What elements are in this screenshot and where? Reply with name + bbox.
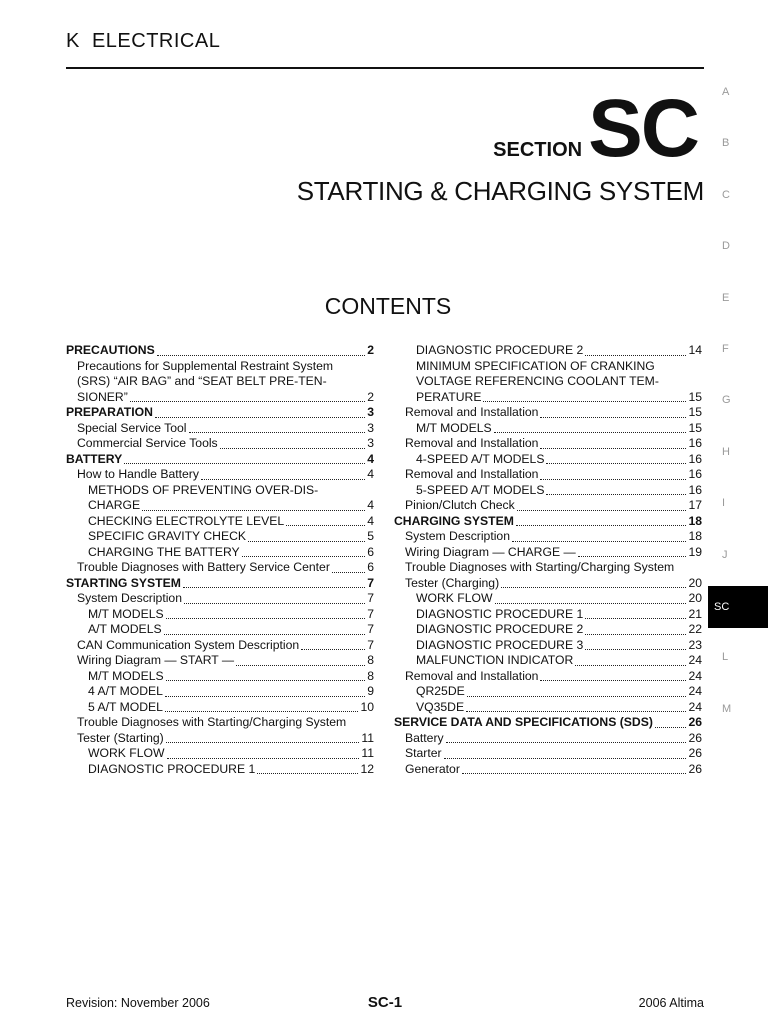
toc-entry-text: Wiring Diagram — CHARGE — [405, 544, 576, 559]
toc-entry-text: M/T MODELS [416, 420, 492, 435]
toc-entry-text: 5 A/T MODEL [88, 699, 163, 714]
toc-dot-leader [495, 590, 687, 604]
toc-page-number: 10 [360, 699, 374, 714]
toc-page-number: 7 [367, 637, 374, 652]
index-tab-active[interactable]: SC [708, 586, 768, 628]
toc-page-number: 4 [367, 513, 374, 528]
toc-page-number: 12 [360, 761, 374, 776]
section-block [493, 83, 698, 174]
index-tab[interactable]: C [722, 188, 730, 201]
toc-entry-text: M/T MODELS [88, 606, 164, 621]
toc-page-number: 5 [367, 529, 374, 543]
toc-entry-text: Precautions for Supplemental Restraint System [77, 358, 334, 373]
toc-entry-text: How to Handle Battery [77, 467, 199, 481]
index-tabs [708, 86, 768, 754]
toc-section-entry[interactable] [66, 343, 374, 359]
toc-dot-leader [164, 621, 366, 635]
toc-page-number: 6 [367, 544, 374, 559]
toc-entry-text: Commercial Service Tools [77, 436, 218, 450]
toc-dot-leader [517, 497, 687, 511]
toc-page-number: 11 [361, 746, 374, 760]
index-tab[interactable]: E [722, 291, 730, 304]
toc-entry-text: WORK FLOW [88, 746, 165, 760]
toc-entry-text: CAN Communication System Description [77, 637, 300, 652]
toc-entry-text: VQ35DE [416, 699, 465, 714]
index-tab[interactable]: J [722, 548, 728, 561]
toc-page-number: 16 [688, 451, 702, 466]
toc-dot-leader [166, 729, 360, 743]
toc-dot-leader [494, 419, 687, 433]
index-tab[interactable]: H [722, 445, 730, 458]
toc-dot-leader [578, 543, 687, 557]
footer-revision: Revision: November 2006 [66, 996, 210, 1010]
toc-entry[interactable] [394, 343, 702, 359]
toc-dot-leader [155, 404, 365, 418]
toc-entry-text: Special Service Tool [77, 420, 187, 435]
toc-dot-leader [585, 621, 686, 635]
toc-page-number: 22 [688, 622, 702, 636]
toc-entry[interactable] [394, 545, 702, 561]
toc-dot-leader [165, 683, 365, 697]
toc-page-number: 17 [688, 498, 702, 512]
toc-dot-leader [540, 667, 686, 681]
toc-page-number: 16 [688, 467, 702, 481]
toc-entry-text: System Description [77, 591, 182, 605]
index-tab[interactable]: I [722, 497, 726, 510]
toc-dot-leader [540, 435, 686, 449]
toc-entry-text: Removal and Installation [405, 436, 539, 450]
toc-entry-text: Pinion/Clutch Check [405, 498, 515, 512]
toc-page-number: 7 [367, 622, 374, 636]
toc-page-number: 20 [688, 591, 702, 605]
toc-entry-text: Removal and Installation [405, 668, 539, 683]
toc-entry-text: SIONER” [77, 389, 128, 404]
toc-dot-leader [236, 652, 365, 666]
toc-page-number: 2 [367, 389, 374, 404]
toc-dot-leader [286, 512, 365, 526]
toc-entry-text: CHARGING THE BATTERY [88, 544, 240, 559]
toc-left-column [66, 343, 374, 777]
toc-entry-text: Starter [405, 746, 442, 760]
toc-entry-text: CHARGE [88, 498, 141, 512]
toc-dot-leader [220, 435, 366, 449]
toc-page-number: 11 [361, 730, 374, 745]
toc-dot-leader [130, 388, 365, 402]
toc-page-number: 21 [688, 606, 702, 621]
toc-entry-text: PERATURE [416, 389, 482, 404]
toc-right-column [394, 343, 702, 777]
index-tab[interactable]: L [722, 651, 729, 664]
toc-dot-leader [242, 543, 366, 557]
toc-page-number: 26 [688, 730, 702, 745]
toc-page-number: 15 [688, 405, 702, 419]
toc-dot-leader [142, 497, 365, 511]
toc-page-number: 19 [688, 544, 702, 559]
section-word: SECTION [493, 139, 583, 161]
toc-entry-text: PREPARATION [66, 405, 153, 419]
toc-dot-leader [446, 729, 687, 743]
toc-dot-leader [546, 450, 686, 464]
toc-dot-leader [483, 388, 686, 402]
section-code: SC [588, 83, 698, 174]
section-title: STARTING & CHARGING SYSTEM [296, 176, 704, 206]
toc-page-number: 7 [367, 575, 374, 590]
toc-page-number: 24 [688, 653, 702, 667]
toc-page-number: 4 [367, 467, 374, 481]
toc-page-number: 14 [688, 343, 702, 357]
toc-page-number: 15 [688, 420, 702, 435]
toc-dot-leader [183, 574, 365, 588]
toc-entry-text: 4 A/T MODEL [88, 684, 163, 698]
toc-dot-leader [540, 466, 686, 480]
toc-dot-leader [332, 559, 365, 573]
toc-page-number: 24 [688, 668, 702, 683]
toc-entry[interactable] [66, 467, 374, 483]
toc-page-number: 3 [367, 420, 374, 435]
toc-entry-text: Generator [405, 761, 460, 776]
toc-page-number: 4 [367, 451, 374, 466]
toc-page-number: 3 [367, 405, 374, 419]
toc-dot-leader [516, 512, 687, 526]
toc-dot-leader [257, 760, 358, 774]
toc-dot-leader [467, 683, 687, 697]
toc-entry-text: Wiring Diagram — START — [77, 653, 235, 667]
toc-dot-leader [167, 745, 360, 759]
toc-entry-text: VOLTAGE REFERENCING COOLANT TEM- [416, 374, 659, 388]
toc-page-number: 8 [367, 653, 374, 667]
toc-page-number: 18 [688, 529, 702, 543]
toc-entry-text: Trouble Diagnoses with Starting/Charging System [77, 715, 347, 729]
toc-page-number: 26 [688, 715, 702, 729]
toc-dot-leader [462, 760, 687, 774]
toc-page-number: 23 [688, 637, 702, 652]
toc-entry-text: Trouble Diagnoses with Battery Service Center [77, 560, 330, 574]
index-tab[interactable]: D [722, 240, 730, 253]
toc-page-number: 7 [367, 591, 374, 605]
toc-entry-text: DIAGNOSTIC PROCEDURE 1 [88, 761, 256, 776]
toc-entry-text: Tester (Starting) [77, 730, 164, 745]
toc-entry-text: QR25DE [416, 684, 465, 698]
toc-entry-text: PRECAUTIONS [66, 343, 155, 357]
toc-page-number: 26 [688, 746, 702, 760]
toc-entry-text: SPECIFIC GRAVITY CHECK [88, 529, 247, 543]
group-name: ELECTRICAL [91, 30, 221, 52]
toc-dot-leader [512, 528, 686, 542]
toc-entry-text: System Description [405, 529, 510, 543]
toc-entry-text: (SRS) “AIR BAG” and “SEAT BELT PRE-TEN- [77, 374, 327, 388]
toc-entry-text: DIAGNOSTIC PROCEDURE 1 [416, 606, 584, 621]
toc-entry[interactable] [66, 545, 374, 561]
toc-page-number: 26 [688, 761, 702, 776]
group-code: K [66, 30, 80, 52]
toc-dot-leader [655, 714, 687, 728]
toc-entry[interactable] [66, 762, 374, 778]
toc-page-number: 8 [367, 668, 374, 683]
toc-page-number: 24 [688, 699, 702, 714]
toc-dot-leader [184, 590, 365, 604]
toc-entry-text: WORK FLOW [416, 591, 493, 605]
toc-entry-text: 5-SPEED A/T MODELS [416, 482, 545, 497]
toc-page-number: 2 [367, 343, 374, 357]
toc-dot-leader [501, 574, 686, 588]
toc-entry-text: DIAGNOSTIC PROCEDURE 3 [416, 637, 584, 652]
header-group [66, 30, 220, 53]
index-tab[interactable]: G [722, 394, 731, 407]
toc-entry-text: CHECKING ELECTROLYTE LEVEL [88, 513, 285, 528]
toc-page-number: 15 [688, 389, 702, 404]
toc-dot-leader [546, 481, 686, 495]
toc-page-number: 9 [367, 684, 374, 698]
toc-dot-leader [301, 636, 365, 650]
toc-entry-text: 4-SPEED A/T MODELS [416, 451, 545, 466]
toc-dot-leader [540, 404, 686, 418]
toc-entry-text: Removal and Installation [405, 405, 539, 419]
toc-entry-text: MINIMUM SPECIFICATION OF CRANKING [416, 358, 655, 373]
toc-entry-text: DIAGNOSTIC PROCEDURE 2 [416, 343, 584, 357]
toc-entry-text: CHARGING SYSTEM [394, 513, 514, 528]
toc-entry-text: M/T MODELS [88, 668, 164, 683]
toc-dot-leader [165, 698, 358, 712]
footer-model: 2006 Altima [638, 996, 704, 1010]
toc-page-number: 3 [367, 436, 374, 450]
toc-entry[interactable] [66, 700, 374, 716]
toc-dot-leader [124, 450, 365, 464]
toc-dot-leader [166, 605, 366, 619]
index-tab[interactable]: F [722, 342, 729, 355]
footer-page-number: SC-1 [367, 994, 403, 1011]
toc-page-number: 6 [367, 560, 374, 574]
index-tab[interactable]: M [722, 702, 732, 715]
toc-dot-leader [575, 652, 686, 666]
toc-dot-leader [585, 605, 686, 619]
toc-dot-leader [466, 698, 686, 712]
toc-page-number: 7 [367, 606, 374, 621]
toc-entry-text: METHODS OF PREVENTING OVER-DIS- [88, 482, 319, 497]
toc-entry-text: Removal and Installation [405, 467, 539, 481]
index-tab[interactable]: A [722, 86, 730, 98]
toc-entry-text: BATTERY [66, 451, 123, 466]
contents-heading: CONTENTS [324, 293, 452, 319]
toc-entry[interactable] [394, 762, 702, 778]
header-rule [66, 67, 704, 69]
toc-entry-text: A/T MODELS [88, 622, 162, 636]
toc-dot-leader [189, 419, 366, 433]
toc-entry-text: Trouble Diagnoses with Starting/Charging System [405, 560, 675, 574]
toc-entry-text: Battery [405, 730, 444, 745]
toc-dot-leader [248, 528, 365, 542]
toc-dot-leader [166, 667, 366, 681]
toc-entry-text: Tester (Charging) [405, 575, 500, 590]
toc-entry-text: MALFUNCTION INDICATOR [416, 653, 574, 667]
toc-dot-leader [585, 636, 686, 650]
toc-page-number: 16 [688, 482, 702, 497]
toc-page-number: 20 [688, 575, 702, 590]
toc-page-number: 16 [688, 436, 702, 450]
toc-page-number: 4 [367, 498, 374, 512]
toc-dot-leader [201, 466, 365, 480]
toc-dot-leader [444, 745, 687, 759]
toc-dot-leader [585, 342, 686, 356]
toc-entry-text: DIAGNOSTIC PROCEDURE 2 [416, 622, 584, 636]
toc-dot-leader [157, 342, 366, 356]
toc-entry-text: SERVICE DATA AND SPECIFICATIONS (SDS) [394, 715, 653, 729]
toc-page-number: 24 [688, 684, 702, 698]
toc-entry-text: STARTING SYSTEM [66, 575, 181, 590]
index-tab[interactable]: B [722, 137, 730, 150]
toc-page-number: 18 [688, 513, 702, 528]
